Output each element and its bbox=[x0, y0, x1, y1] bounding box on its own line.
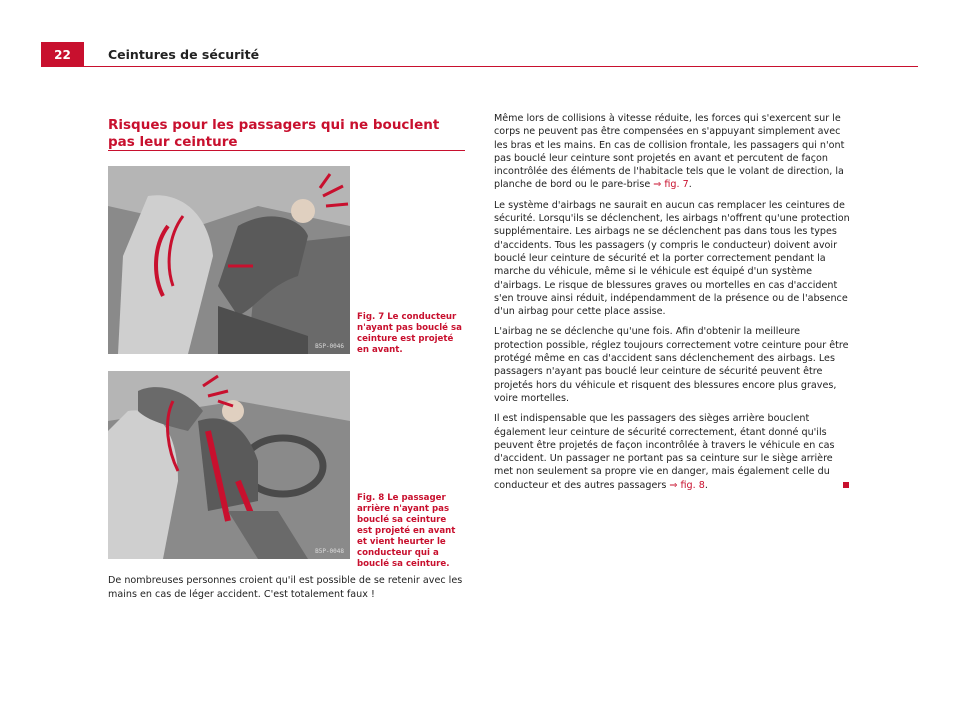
header-rule bbox=[41, 66, 918, 67]
figure-8-caption: Fig. 8 Le passager arrière n'ayant pas bouclé sa ceinture est projeté en avant et vient heurter le conducteur qui a bouclé sa ceinture. bbox=[357, 493, 456, 569]
body-paragraph: Même lors de collisions à vitesse réduite, les forces qui s'exercent sur le corps ne peuvent pas être compensées en s'appuyant simplement avec les bras et les mains. En cas de collision frontale, les passagers qui n'ont pas bouclé leur ceinture sont projetés en avant et percutent de façon incontrôlée des éléments de l'habitacle tels que le volant de direction, la planche de bord ou le pare-brise ⇒ fig. 7. bbox=[494, 113, 845, 191]
figure-8-image bbox=[108, 371, 350, 559]
body-paragraph: Il est indispensable que les passagers des sièges arrière bouclent également leur ceinture de sécurité correctement, étant donné qu'ils peuvent être projetés de façon incontrôlée à travers le véhicule en cas d'accident. Un passager ne portant pas sa ceinture sur le siège arrière met non seulement sa propre vie en danger, mais également celle du conducteur et des autres passagers ⇒ fig. 8. bbox=[494, 413, 835, 491]
figure-7-caption: Fig. 7 Le conducteur n'ayant pas bouclé sa ceinture est projeté en avant. bbox=[357, 312, 462, 355]
page-number: 22 bbox=[41, 42, 84, 67]
body-paragraph: L'airbag ne se déclenche qu'une fois. Afin d'obtenir la meilleure protection possible, réglez toujours correctement votre ceinture pour être protégé même en cas d'accident sans déclenchement des airbags. Les passagers n'ayant pas bouclé leur ceinture de sécurité peuvent être projetés hors du véhicule et risquent des blessures encore plus graves, voire mortelles. bbox=[494, 326, 849, 404]
figure-reference-link[interactable]: ⇒ fig. 7 bbox=[653, 179, 689, 191]
right-column bbox=[494, 112, 850, 499]
figure-code: B5P-0048 bbox=[315, 548, 344, 555]
section-end-marker bbox=[843, 482, 849, 488]
body-paragraph: Le système d'airbags ne saurait en aucun cas remplacer les ceintures de sécurité. Lorsqu'ils se déclenchent, les airbags n'offrent qu'une protection supplémentaire. Les airbags ne se déclenchent pas dans tous les types d'accidents. Tous les passagers (y compris le conducteur) doivent avoir bouclé leur ceinture de sécurité et la porter correctement pendant la marche du véhicule, même si le véhicule est équipé d'un système d'airbags. Le risque de blessures graves ou mortelles en cas d'accident s'en trouve ainsi réduit, indépendamment de la présence ou de l'absence d'un airbag pour cette place assise. bbox=[494, 199, 850, 318]
body-paragraph: De nombreuses personnes croient qu'il est possible de se retenir avec les mains en cas de léger accident. C'est totalement faux ! bbox=[108, 575, 463, 600]
section-rule bbox=[108, 150, 465, 151]
section-title: Risques pour les passagers qui ne bouclent pas leur ceinture bbox=[108, 117, 440, 150]
paragraph-text: Il est indispensable que les passagers des sièges arrière bouclent également leur ceinture de sécurité correctement, étant donné qu'ils peuvent être projetés de façon incontrôlée à travers le véhicule en cas d'accident. Un passager ne portant pas sa ceinture sur le siège arrière met non seulement sa propre vie en danger, mais également celle du conducteur et des autres passagers bbox=[494, 413, 835, 491]
figure-code: B5P-0046 bbox=[315, 343, 344, 350]
figure-7-image bbox=[108, 166, 350, 354]
figure-reference-link[interactable]: ⇒ fig. 8 bbox=[669, 479, 705, 491]
paragraph-text: Même lors de collisions à vitesse réduite, les forces qui s'exercent sur le corps ne peuvent pas être compensées en s'appuyant simplement avec les bras et les mains. En cas de collision frontale, les passagers qui n'ont pas bouclé leur ceinture sont projetés en avant et percutent de façon incontrôlée des éléments de l'habitacle tels que le volant de direction, la planche de bord ou le pare-brise bbox=[494, 113, 845, 191]
header-title: Ceintures de sécurité bbox=[108, 47, 260, 62]
